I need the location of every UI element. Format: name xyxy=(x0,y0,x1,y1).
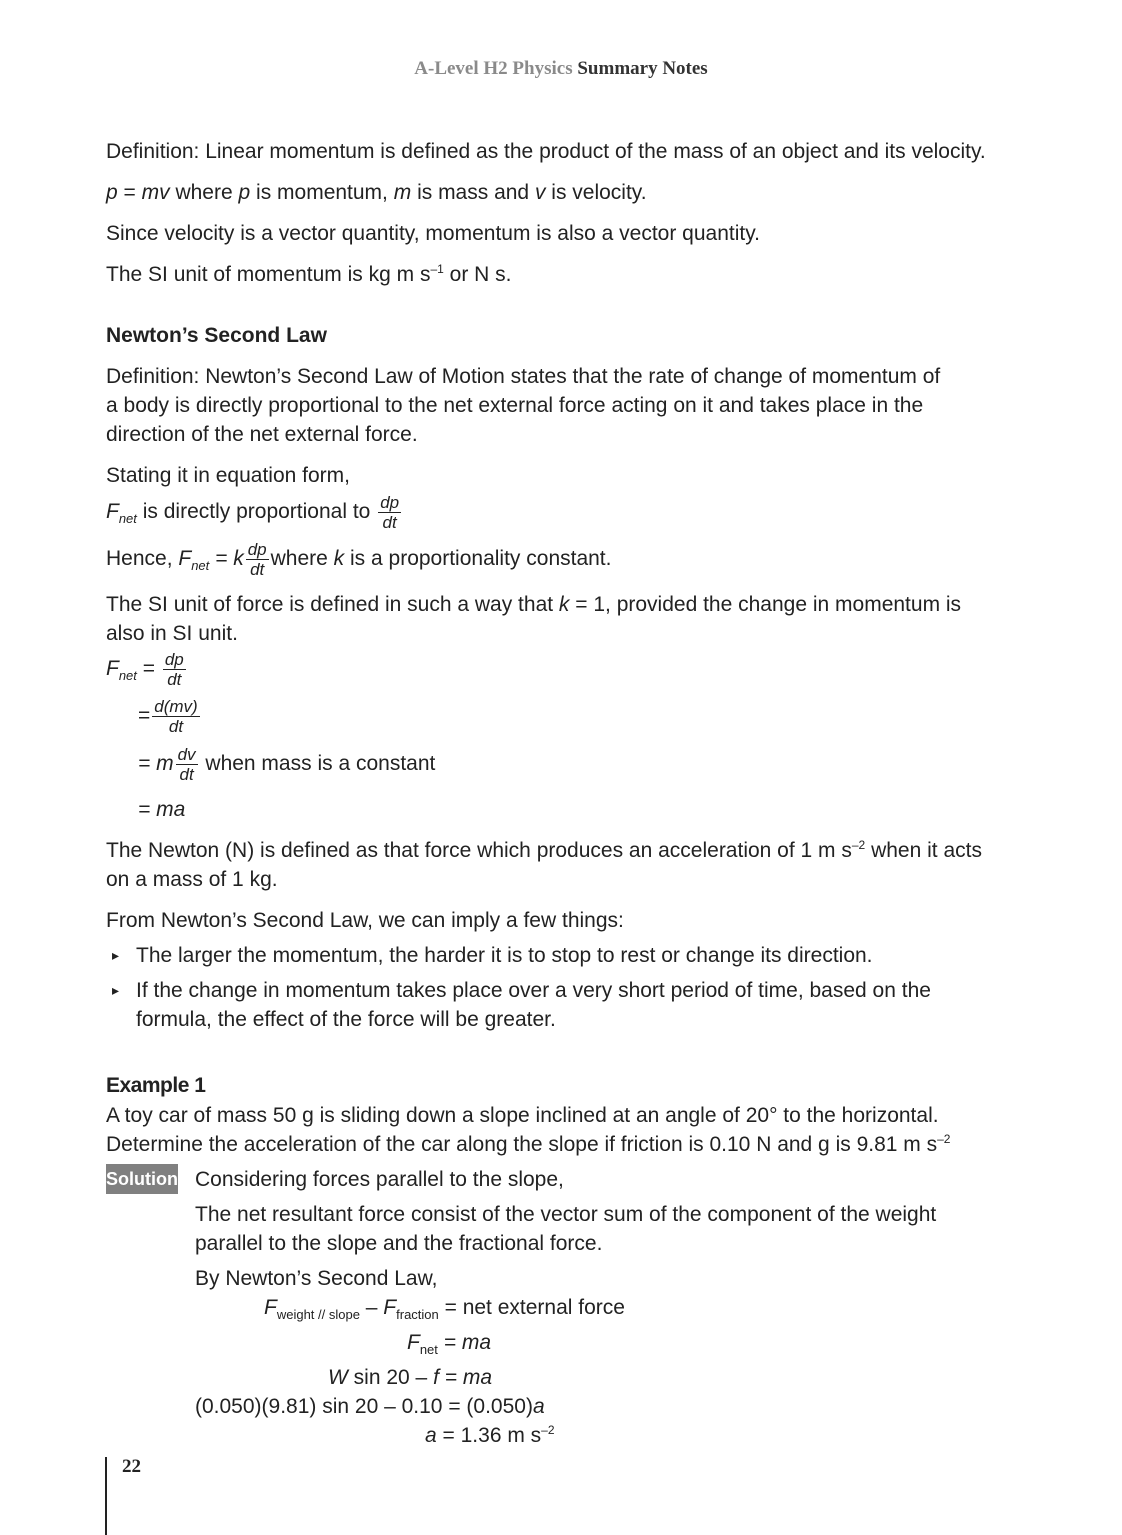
text: Hence, xyxy=(106,547,179,571)
momentum-definition: Definition: Linear momentum is defined as the product of the mass of an object and its velocity. xyxy=(106,140,986,163)
denominator: dt xyxy=(167,670,182,689)
running-header xyxy=(0,58,1122,80)
derivation-step-3 xyxy=(138,745,435,784)
header-subtitle: Summary Notes xyxy=(577,58,708,79)
text: is mass and xyxy=(411,181,535,204)
symbol-F: F xyxy=(106,500,119,524)
text: is momentum, xyxy=(250,181,394,204)
symbol-a: a xyxy=(532,1395,545,1418)
text: where xyxy=(270,547,334,571)
text: where xyxy=(169,181,239,204)
numerator: d(mv) xyxy=(154,697,198,716)
bullet-item-2-line-1: If the change in momentum takes place over a very short period of time, based on the xyxy=(136,979,931,1002)
symbol-F: F xyxy=(178,547,192,571)
subscript-net: net xyxy=(118,511,137,527)
symbol-a: a xyxy=(425,1424,437,1447)
force-si-unit-line-1 xyxy=(106,590,961,619)
numerator: dv xyxy=(177,745,196,764)
triangle-bullet-icon: ▸ xyxy=(112,947,120,963)
subscript-net: net xyxy=(419,1342,438,1357)
equals-ma: = ma xyxy=(138,798,186,821)
numerator: dp xyxy=(380,493,400,512)
superscript: –1 xyxy=(430,262,444,276)
bullet-item-1: The larger the momentum, the harder it is to stop to rest or change its direction. xyxy=(136,944,873,967)
imply-line: From Newton’s Second Law, we can imply a few things: xyxy=(106,909,624,932)
subscript-weight-slope: weight // slope xyxy=(276,1307,360,1322)
equals-m: = m xyxy=(138,752,174,776)
derivation-step-1 xyxy=(106,650,188,689)
symbol-p: p xyxy=(106,181,118,204)
equals-ma: = ma xyxy=(437,1331,492,1354)
symbol-F: F xyxy=(264,1296,277,1319)
header-book-title: A-Level H2 Physics xyxy=(414,58,573,79)
numerator: dp xyxy=(164,650,184,669)
solution-line-2: The net resultant force consist of the vector sum of the component of the weight xyxy=(195,1203,937,1226)
text: = net external force xyxy=(438,1296,625,1319)
subscript-net: net xyxy=(191,558,210,574)
text: when mass is a constant xyxy=(199,752,436,776)
denominator: dt xyxy=(168,717,184,736)
equals-sign: = xyxy=(117,181,142,204)
denominator: dt xyxy=(250,560,265,579)
hence-line xyxy=(106,540,611,579)
superscript: –2 xyxy=(541,1423,555,1437)
text: The SI unit of momentum is kg m s xyxy=(106,263,431,286)
text: = 1, provided the change in momentum is xyxy=(569,593,962,616)
stating-equation-line: Stating it in equation form, xyxy=(106,464,350,487)
example-question-line-2 xyxy=(106,1130,950,1159)
symbol-p: p xyxy=(238,181,251,204)
minus-sign: – xyxy=(359,1296,384,1319)
newton-unit-definition-line-2: on a mass of 1 kg. xyxy=(106,868,278,891)
symbol-F: F xyxy=(106,657,119,681)
subscript-fraction: fraction xyxy=(396,1307,439,1322)
text: is directly proportional to xyxy=(136,500,377,524)
equals-ma: = ma xyxy=(438,1366,493,1389)
fraction-dp-dt xyxy=(163,650,186,689)
solution-line-1: Considering forces parallel to the slope, xyxy=(195,1168,564,1191)
text: Determine the acceleration of the car along the slope if friction is 0.10 N and g is 9.81 m s xyxy=(106,1133,938,1156)
equals-sign: = xyxy=(138,704,151,728)
solution-line-3: parallel to the slope and the fractional force. xyxy=(195,1232,603,1255)
equals-sign: = xyxy=(136,657,161,681)
superscript: –2 xyxy=(851,838,866,852)
vector-quantity-line: Since velocity is a vector quantity, momentum is also a vector quantity. xyxy=(106,222,761,245)
symbol-m: m xyxy=(393,181,412,204)
force-si-unit-line-2: also in SI unit. xyxy=(106,622,238,645)
bullet-item-2-line-2: formula, the effect of the force will be greater. xyxy=(136,1008,556,1031)
text: or N s. xyxy=(443,263,512,286)
example-question-line-1: A toy car of mass 50 g is sliding down a slope inclined at an angle of 20° to the horizontal. xyxy=(106,1104,939,1127)
solution-badge: Solution xyxy=(106,1164,178,1194)
solution-equation-1 xyxy=(264,1293,625,1322)
symbol-F: F xyxy=(383,1296,397,1319)
subscript-net: net xyxy=(118,668,137,684)
text: (0.050)(9.81) sin 20 – 0.10 = (0.050) xyxy=(195,1395,533,1418)
symbol-v: v xyxy=(534,181,546,204)
text: sin 20 – xyxy=(347,1366,434,1389)
symbol-mv: mv xyxy=(141,181,170,204)
momentum-formula-line xyxy=(106,178,647,207)
momentum-si-unit-line xyxy=(106,260,512,289)
newton-definition-line-3: direction of the net external force. xyxy=(106,423,418,446)
text: The SI unit of force is defined in such a way that xyxy=(106,593,559,616)
text: is velocity. xyxy=(545,181,647,204)
solution-equation-4 xyxy=(195,1392,545,1421)
solution-line-4: By Newton’s Second Law, xyxy=(195,1267,438,1290)
symbol-k: k xyxy=(333,547,345,571)
solution-final-answer xyxy=(425,1421,555,1450)
symbol-F: F xyxy=(407,1331,420,1354)
newton-definition-line-2: a body is directly proportional to the net external force acting on it and takes place in the xyxy=(106,394,924,417)
equals-k: = k xyxy=(209,547,244,571)
page-margin-rule xyxy=(105,1457,107,1535)
numerator: dp xyxy=(247,540,267,559)
derivation-step-2 xyxy=(138,697,202,736)
symbol-W: W xyxy=(328,1366,348,1389)
fraction-dv-dt xyxy=(176,745,198,784)
section-heading: Newton’s Second Law xyxy=(106,324,327,347)
fraction-dp-dt xyxy=(378,493,401,532)
newton-unit-definition-line-1 xyxy=(106,836,982,865)
symbol-f: f xyxy=(433,1366,439,1389)
denominator: dt xyxy=(382,513,397,532)
example-title: Example 1 xyxy=(106,1074,206,1097)
superscript: –2 xyxy=(937,1132,951,1146)
page-number: 22 xyxy=(122,1456,141,1477)
solution-equation-2 xyxy=(407,1328,491,1357)
text: is a proportionality constant. xyxy=(344,547,612,571)
solution-equation-3 xyxy=(328,1363,492,1392)
derivation-step-4 xyxy=(138,795,185,824)
text: when it acts xyxy=(865,839,982,862)
fraction-dmv-dt xyxy=(152,697,199,736)
triangle-bullet-icon: ▸ xyxy=(112,982,120,998)
denominator: dt xyxy=(179,765,194,784)
symbol-k: k xyxy=(558,593,570,616)
text: The Newton (N) is defined as that force which produces an acceleration of 1 m s xyxy=(106,839,852,862)
newton-definition-line-1: Definition: Newton’s Second Law of Motion states that the rate of change of momentum of xyxy=(106,365,941,388)
proportional-line xyxy=(106,493,403,532)
fraction-dp-dt xyxy=(246,540,269,579)
text: = 1.36 m s xyxy=(436,1424,542,1447)
